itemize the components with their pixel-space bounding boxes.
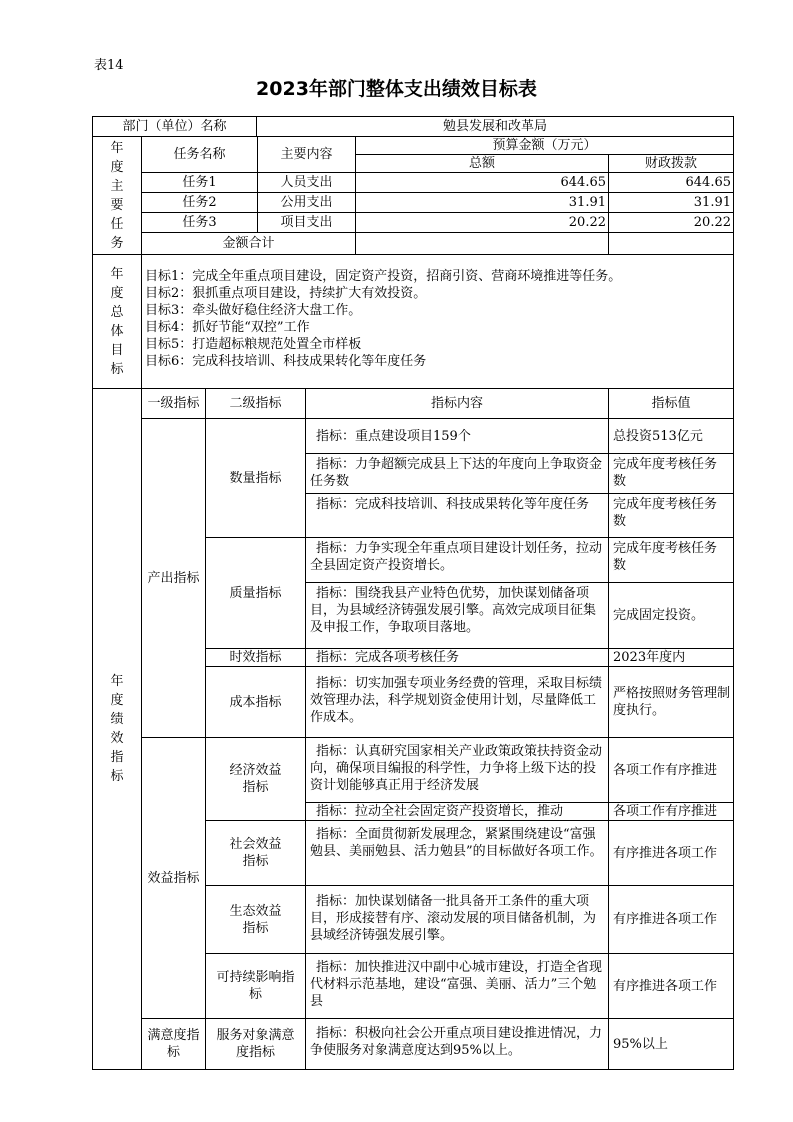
- table-row-content: 公用支出: [257, 192, 356, 213]
- table-row-total: 644.65: [355, 172, 609, 193]
- indicator-content: 指标：积极向社会公开重点项目建设推进情况，力争使服务对象满意度达到95%以上。: [305, 1018, 609, 1070]
- dept-name: 勉县发展和改革局: [256, 116, 734, 137]
- budget-header: 预算金额（万元）: [355, 136, 734, 155]
- cost-indicator-label: 成本指标: [205, 666, 306, 738]
- table-row-content: 项目支出: [257, 212, 356, 233]
- indicator-content: 指标：切实加强专项业务经费的管理，采取目标绩效管理办法，科学规划资金使用计划，尽量降低工作成本。: [305, 666, 609, 738]
- indicator-value: 有序推进各项工作: [608, 820, 734, 886]
- sum-fiscal: [608, 232, 734, 255]
- table-row-fiscal: 31.91: [608, 192, 734, 213]
- indicator-value: 严格按照财务管理制度执行。: [608, 666, 734, 738]
- indicator-content: 指标：完成各项考核任务: [305, 648, 609, 667]
- table-row-total: 20.22: [355, 212, 609, 233]
- goal-item: 目标2：狠抓重点项目建设，持续扩大有效投资。: [145, 286, 427, 301]
- goal-item: 目标4：抓好节能“双控”工作: [145, 320, 310, 335]
- sum-total: [355, 232, 609, 255]
- indicator-content-header: 指标内容: [305, 388, 609, 419]
- table-row-task-name: 任务1: [141, 172, 258, 193]
- goal-item: 目标6：完成科技培训、科技成果转化等年度任务: [145, 354, 427, 369]
- economic-indicator-label: 经济效益指标: [205, 737, 306, 821]
- indicator-content: 指标：重点建设项目159个: [305, 418, 609, 454]
- page-title: 2023年部门整体支出绩效目标表: [256, 78, 537, 100]
- indicator-value: 95%以上: [608, 1018, 734, 1070]
- goal-item: 目标1：完成全年重点项目建设，固定资产投资，招商引资、营商环境推进等任务。: [145, 269, 622, 284]
- annual-goals-label: 年度总体目标: [92, 254, 142, 389]
- annual-goals-list: [141, 254, 734, 389]
- indicator-value: 完成年度考核任务数: [608, 493, 734, 538]
- fiscal-header: 财政拨款: [608, 154, 734, 173]
- timeliness-indicator-label: 时效指标: [205, 648, 306, 667]
- table-row-task-name: 任务3: [141, 212, 258, 233]
- satisfaction-indicator-label: 满意度指标: [141, 1018, 206, 1070]
- level1-header: 一级指标: [141, 388, 206, 419]
- indicator-value: 各项工作有序推进: [608, 737, 734, 803]
- quality-indicator-label: 质量指标: [205, 537, 306, 649]
- indicator-content: 指标：加快推进汉中副中心城市建设，打造全省现代材料示范基地，建设“富强、美丽、活力”三个勉县: [305, 953, 609, 1019]
- total-header: 总额: [355, 154, 609, 173]
- task-name-header: 任务名称: [141, 136, 258, 173]
- indicator-value: 总投资513亿元: [608, 418, 734, 454]
- indicator-value-header: 指标值: [608, 388, 734, 419]
- indicator-content: 指标：力争超额完成县上下达的年度向上争取资金任务数: [305, 453, 609, 494]
- sum-label: 金额合计: [141, 232, 356, 255]
- main-content-header: 主要内容: [257, 136, 356, 173]
- table-row-fiscal: 644.65: [608, 172, 734, 193]
- benefit-indicator-label: 效益指标: [141, 737, 206, 1019]
- table-row-task-name: 任务2: [141, 192, 258, 213]
- social-indicator-label: 社会效益指标: [205, 820, 306, 886]
- indicator-value: 完成固定投资。: [608, 582, 734, 649]
- goal-item: 目标3：牵头做好稳住经济大盘工作。: [145, 303, 362, 318]
- table-row-fiscal: 20.22: [608, 212, 734, 233]
- indicator-content: 指标：加快谋划储备一批具备开工条件的重大项目，形成接替有序、滚动发展的项目储备机制，为县域经济铸强发展引擎。: [305, 885, 609, 954]
- table-number: 表14: [94, 58, 124, 73]
- table-row-total: 31.91: [355, 192, 609, 213]
- indicator-content: 指标：完成科技培训、科技成果转化等年度任务: [305, 493, 609, 538]
- indicator-content: 指标：认真研究国家相关产业政策政策扶持资金动向，确保项目编报的科学性，力争将上级下达的投资计划能够真正用于经济发展: [305, 737, 609, 803]
- indicator-value: 有序推进各项工作: [608, 885, 734, 954]
- indicator-content: 指标：拉动全社会固定资产投资增长，推动: [305, 802, 609, 821]
- indicator-content: 指标：全面贯彻新发展理念，紧紧围绕建设“富强勉县、美丽勉县、活力勉县”的目标做好各项工作。: [305, 820, 609, 886]
- sustainable-indicator-label: 可持续影响指标: [205, 953, 306, 1019]
- goal-item: 目标5：打造超标粮规范处置全市样板: [145, 337, 362, 352]
- dept-label: 部门（单位）名称: [92, 116, 257, 137]
- indicator-value: 2023年度内: [608, 648, 734, 667]
- ecological-indicator-label: 生态效益指标: [205, 885, 306, 954]
- indicator-value: 完成年度考核任务数: [608, 453, 734, 494]
- indicator-value: 有序推进各项工作: [608, 953, 734, 1019]
- indicator-content: 指标：围绕我县产业特色优势，加快谋划储备项目，为县域经济铸强发展引擎。高效完成项目征集及申报工作，争取项目落地。: [305, 582, 609, 649]
- table-row-content: 人员支出: [257, 172, 356, 193]
- performance-goal-table: [92, 116, 734, 1070]
- indicators-label: 年度绩效指标: [92, 388, 142, 1070]
- indicator-content: 指标：力争实现全年重点项目建设计划任务，拉动全县固定资产投资增长。: [305, 537, 609, 583]
- indicator-value: 各项工作有序推进: [608, 802, 734, 821]
- level2-header: 二级指标: [205, 388, 306, 419]
- indicator-value: 完成年度考核任务数: [608, 537, 734, 583]
- service-satisfaction-label: 服务对象满意度指标: [205, 1018, 306, 1070]
- quantity-indicator-label: 数量指标: [205, 418, 306, 538]
- output-indicator-label: 产出指标: [141, 418, 206, 738]
- annual-tasks-label: 年度主要任务: [92, 136, 142, 255]
